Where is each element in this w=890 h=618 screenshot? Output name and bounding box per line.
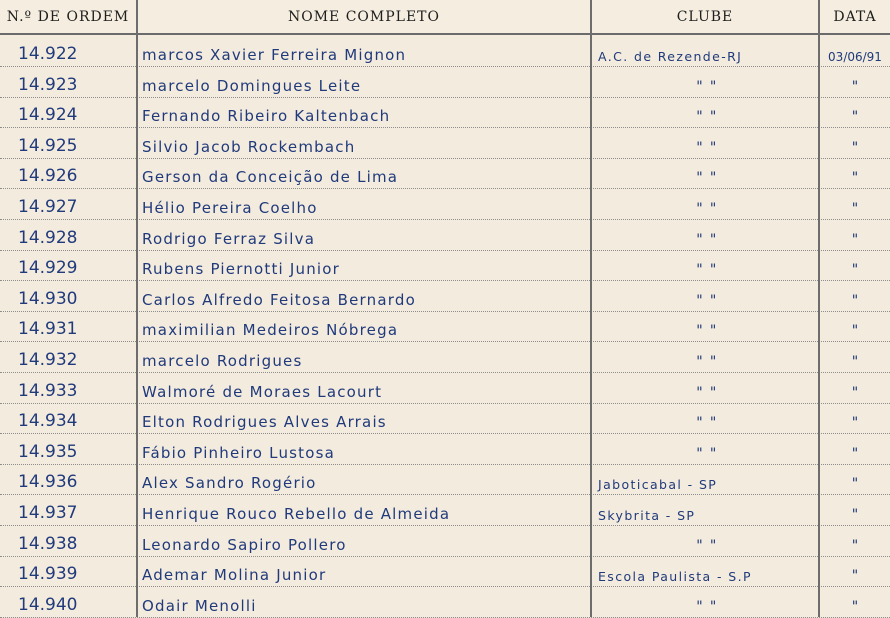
full-name: Henrique Rouco Rebello de Almeida	[142, 505, 451, 523]
date-value: "	[851, 292, 859, 309]
table-row	[0, 280, 890, 312]
order-number: 14.927	[18, 197, 78, 217]
table-row	[0, 525, 890, 557]
order-number: 14.930	[18, 288, 78, 309]
full-name: marcelo Domingues Leite	[142, 76, 362, 95]
full-name: Leonardo Sapiro Pollero	[142, 535, 347, 554]
full-name: Elton Rodrigues Alves Arrais	[142, 413, 387, 432]
order-number: 14.932	[18, 350, 78, 370]
table-row	[0, 555, 890, 587]
table-row	[0, 219, 890, 251]
order-number: 14.938	[18, 533, 78, 554]
full-name: Carlos Alfredo Feitosa Bernardo	[142, 290, 416, 309]
club-name: " "	[696, 109, 718, 126]
order-number: 14.933	[18, 380, 78, 401]
full-name: Fábio Pinheiro Lustosa	[142, 443, 336, 462]
date-value: "	[851, 231, 859, 248]
header-ordem: N.º DE ORDEM	[6, 8, 130, 25]
table-row	[0, 402, 890, 434]
full-name: Odair Menolli	[142, 596, 257, 615]
club-name: " "	[696, 139, 718, 156]
table-row	[0, 66, 890, 98]
order-number: 14.928	[18, 227, 78, 248]
club-name: " "	[696, 445, 718, 462]
header-clube: CLUBE	[676, 8, 734, 25]
full-name: marcos Xavier Ferreira Mignon	[142, 46, 407, 64]
table-row	[0, 127, 890, 159]
club-name: " "	[696, 78, 718, 95]
order-number: 14.931	[18, 319, 78, 340]
column-divider	[136, 0, 138, 617]
date-value: "	[851, 537, 859, 554]
date-value: "	[851, 384, 859, 401]
table-row	[0, 433, 890, 465]
club-name: " "	[696, 384, 718, 401]
date-value: "	[851, 445, 859, 462]
date-value: "	[851, 201, 859, 217]
order-number: 14.922	[18, 44, 78, 64]
table-row	[0, 96, 890, 128]
date-value: "	[851, 323, 859, 340]
full-name: Silvio Jacob Rockembach	[142, 137, 356, 156]
order-number: 14.936	[18, 472, 78, 493]
club-name: " "	[696, 292, 718, 309]
club-name: " "	[696, 323, 718, 340]
order-number: 14.929	[18, 258, 78, 279]
full-name: Alex Sandro Rogério	[142, 474, 317, 493]
full-name: Hélio Pereira Coelho	[142, 199, 318, 217]
club-name: " "	[696, 354, 718, 370]
club-name: Skybrita - SP	[598, 508, 696, 523]
order-number: 14.935	[18, 441, 78, 462]
column-divider	[590, 0, 592, 617]
table-row	[0, 372, 890, 404]
order-number: 14.925	[18, 135, 78, 156]
table-row	[0, 157, 890, 189]
date-value: "	[851, 262, 859, 279]
full-name: Gerson da Conceição de Lima	[142, 168, 399, 187]
table-row	[0, 35, 890, 67]
club-name: " "	[696, 201, 718, 217]
column-divider	[818, 0, 820, 617]
club-name: " "	[696, 231, 718, 248]
header-row	[0, 0, 890, 35]
order-number: 14.939	[18, 564, 78, 585]
date-value: "	[851, 139, 859, 156]
full-name: Ademar Molina Junior	[142, 566, 327, 585]
order-number: 14.923	[18, 74, 78, 95]
date-value: "	[851, 568, 859, 585]
table-row	[0, 494, 890, 526]
table-row	[0, 341, 890, 373]
order-number: 14.937	[18, 503, 78, 523]
order-number: 14.934	[18, 411, 78, 432]
header-data: DATA	[833, 8, 877, 25]
table-row	[0, 310, 890, 342]
date-value: "	[851, 598, 859, 615]
header-nome: NOME COMPLETO	[287, 8, 440, 25]
date-value: "	[851, 170, 859, 187]
full-name: maximilian Medeiros Nóbrega	[142, 321, 399, 340]
club-name: A.C. de Rezende-RJ	[598, 49, 743, 64]
order-number: 14.926	[18, 166, 78, 187]
club-name: " "	[696, 262, 718, 279]
date-value: "	[851, 354, 859, 370]
date-value: "	[851, 109, 859, 126]
club-name: " "	[696, 415, 718, 432]
full-name: Walmoré de Moraes Lacourt	[142, 382, 383, 401]
date-value: "	[851, 507, 859, 523]
full-name: Fernando Ribeiro Kaltenbach	[142, 107, 391, 126]
table-row	[0, 249, 890, 281]
date-value: 03/06/91	[828, 50, 882, 64]
date-value: "	[851, 476, 859, 493]
date-value: "	[851, 78, 859, 95]
date-value: "	[851, 415, 859, 432]
club-name: Escola Paulista - S.P	[598, 569, 752, 585]
table-row	[0, 188, 890, 220]
order-number: 14.924	[18, 105, 78, 126]
full-name: marcelo Rodrigues	[142, 352, 303, 370]
full-name: Rodrigo Ferraz Silva	[142, 229, 316, 248]
table-row	[0, 586, 890, 618]
full-name: Rubens Piernotti Junior	[142, 260, 341, 279]
club-name: Jaboticabal - SP	[598, 477, 718, 493]
club-name: " "	[696, 170, 718, 187]
order-number: 14.940	[18, 594, 78, 615]
club-name: " "	[696, 537, 718, 554]
club-name: " "	[696, 598, 718, 615]
table-row	[0, 463, 890, 495]
